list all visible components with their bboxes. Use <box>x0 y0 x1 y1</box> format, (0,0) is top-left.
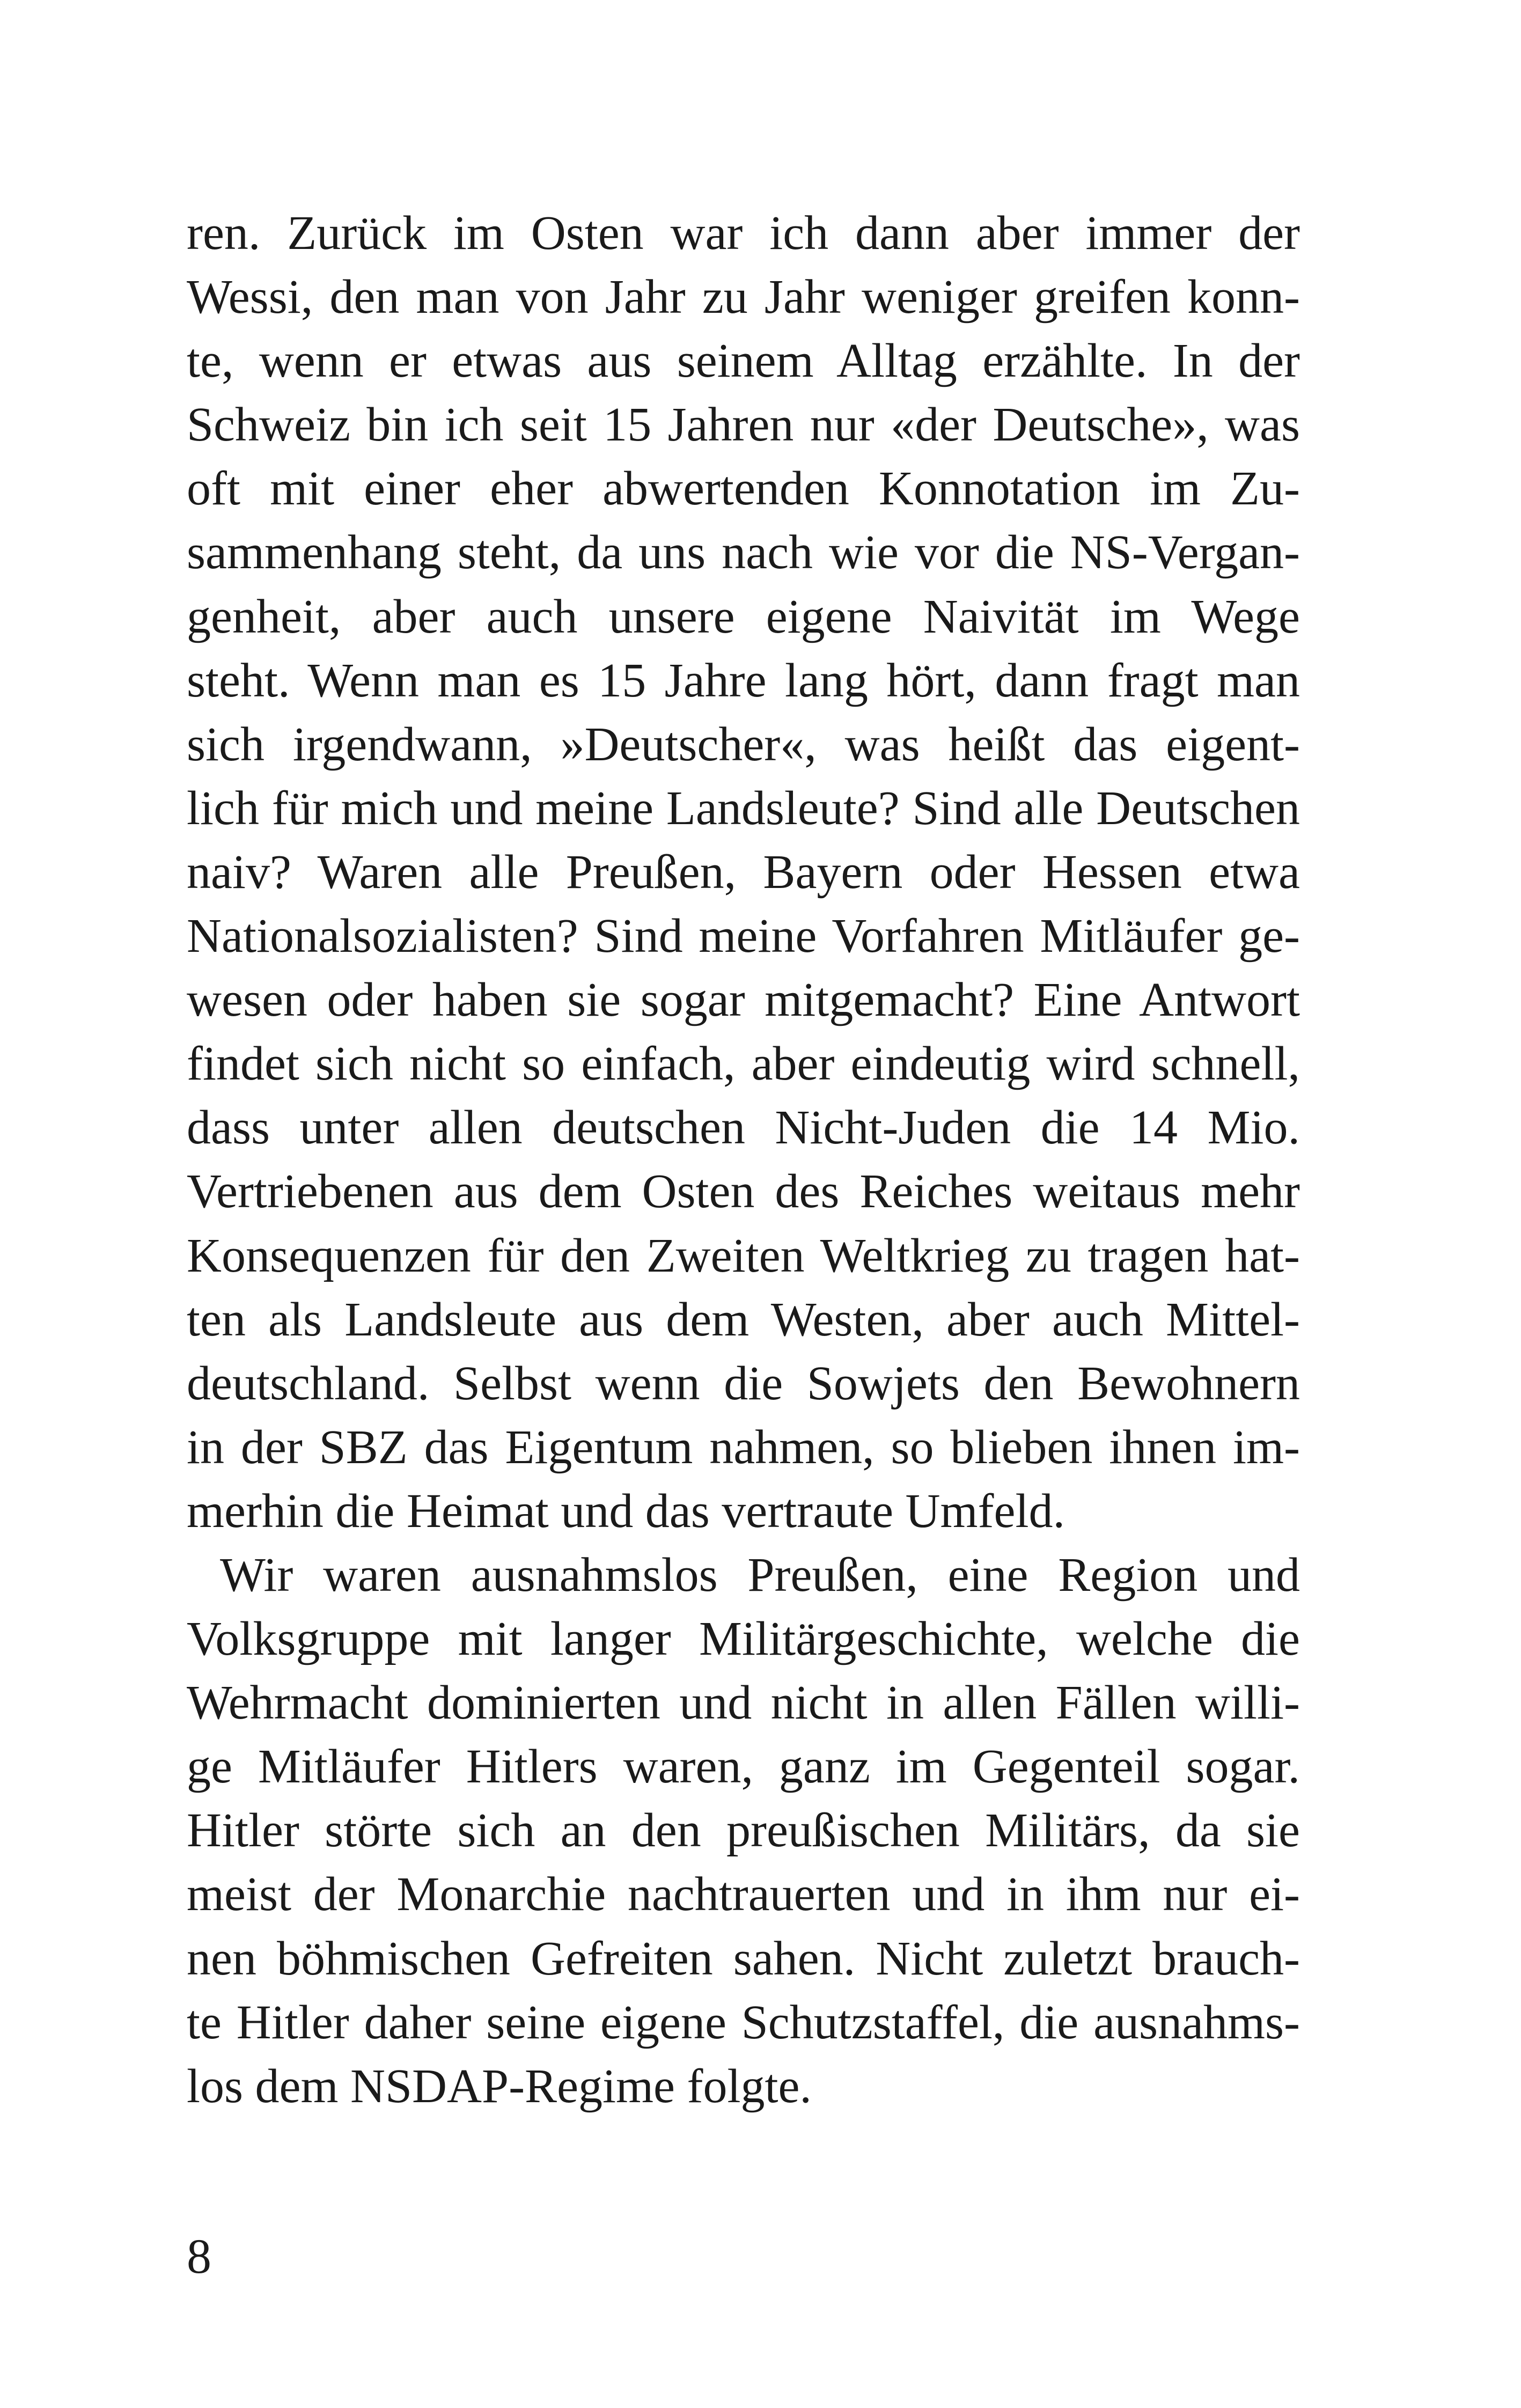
text-line: merhin die Heimat und das vertraute Umfeld. <box>187 1484 1065 1538</box>
text-line: nen böhmischen Gefreiten sahen. Nicht zuletzt brauch- <box>187 1932 1300 1985</box>
text-line: findet sich nicht so einfach, aber eindeutig wird schnell, <box>187 1037 1300 1091</box>
text-line: dass unter allen deutschen Nicht-Juden die 14 Mio. <box>187 1101 1300 1155</box>
text-line: lich für mich und meine Landsleute? Sind alle Deutschen <box>187 781 1300 835</box>
text-line: Wessi, den man von Jahr zu Jahr weniger greifen konn- <box>187 270 1300 324</box>
text-line: Konsequenzen für den Zweiten Weltkrieg zu tragen hat- <box>187 1229 1300 1282</box>
text-line: Schweiz bin ich seit 15 Jahren nur «der Deutsche», was <box>187 398 1300 452</box>
text-line: wesen oder haben sie sogar mitgemacht? Eine Antwort <box>187 973 1300 1027</box>
text-line: sammenhang steht, da uns nach wie vor die NS-Vergan- <box>187 526 1300 579</box>
body-text <box>187 201 1300 2118</box>
text-line: genheit, aber auch unsere eigene Naivität im Wege <box>187 590 1300 643</box>
page-number: 8 <box>187 2229 211 2284</box>
text-line: meist der Monarchie nachtrauerten und in ihm nur ei- <box>187 1868 1300 1921</box>
text-line: Wehrmacht dominierten und nicht in allen Fällen willi- <box>187 1676 1300 1730</box>
text-line: te Hitler daher seine eigene Schutzstaffel, die ausnahms- <box>187 1995 1300 2049</box>
text-line: te, wenn er etwas aus seinem Alltag erzählte. In der <box>187 334 1300 388</box>
text-line: Vertriebenen aus dem Osten des Reiches weitaus mehr <box>187 1165 1300 1218</box>
text-line: steht. Wenn man es 15 Jahre lang hört, dann fragt man <box>187 654 1300 707</box>
text-line: Hitler störte sich an den preußischen Militärs, da sie <box>187 1804 1300 1858</box>
text-line: deutschland. Selbst wenn die Sowjets den Bewohnern <box>187 1356 1300 1410</box>
text-line: ren. Zurück im Osten war ich dann aber immer der <box>187 207 1300 260</box>
text-line: oft mit einer eher abwertenden Konnotation im Zu- <box>187 462 1300 516</box>
text-line: Wir waren ausnahmslos Preußen, eine Region und <box>220 1548 1300 1602</box>
text-line: ten als Landsleute aus dem Westen, aber auch Mittel- <box>187 1293 1300 1346</box>
text-line: in der SBZ das Eigentum nahmen, so blieben ihnen im- <box>187 1420 1300 1474</box>
text-line: ge Mitläufer Hitlers waren, ganz im Gegenteil sogar. <box>187 1740 1300 1794</box>
text-line: naiv? Waren alle Preußen, Bayern oder Hessen etwa <box>187 845 1300 899</box>
text-line: Volksgruppe mit langer Militärgeschichte, welche die <box>187 1612 1300 1666</box>
paragraph-1 <box>187 201 1300 1543</box>
paragraph-2 <box>187 1543 1300 2118</box>
text-line: Nationalsozialisten? Sind meine Vorfahren Mitläufer ge- <box>187 909 1300 963</box>
text-line: sich irgendwann, »Deutscher«, was heißt das eigent- <box>187 717 1300 771</box>
text-line: los dem NSDAP-Regime folgte. <box>187 2059 812 2113</box>
